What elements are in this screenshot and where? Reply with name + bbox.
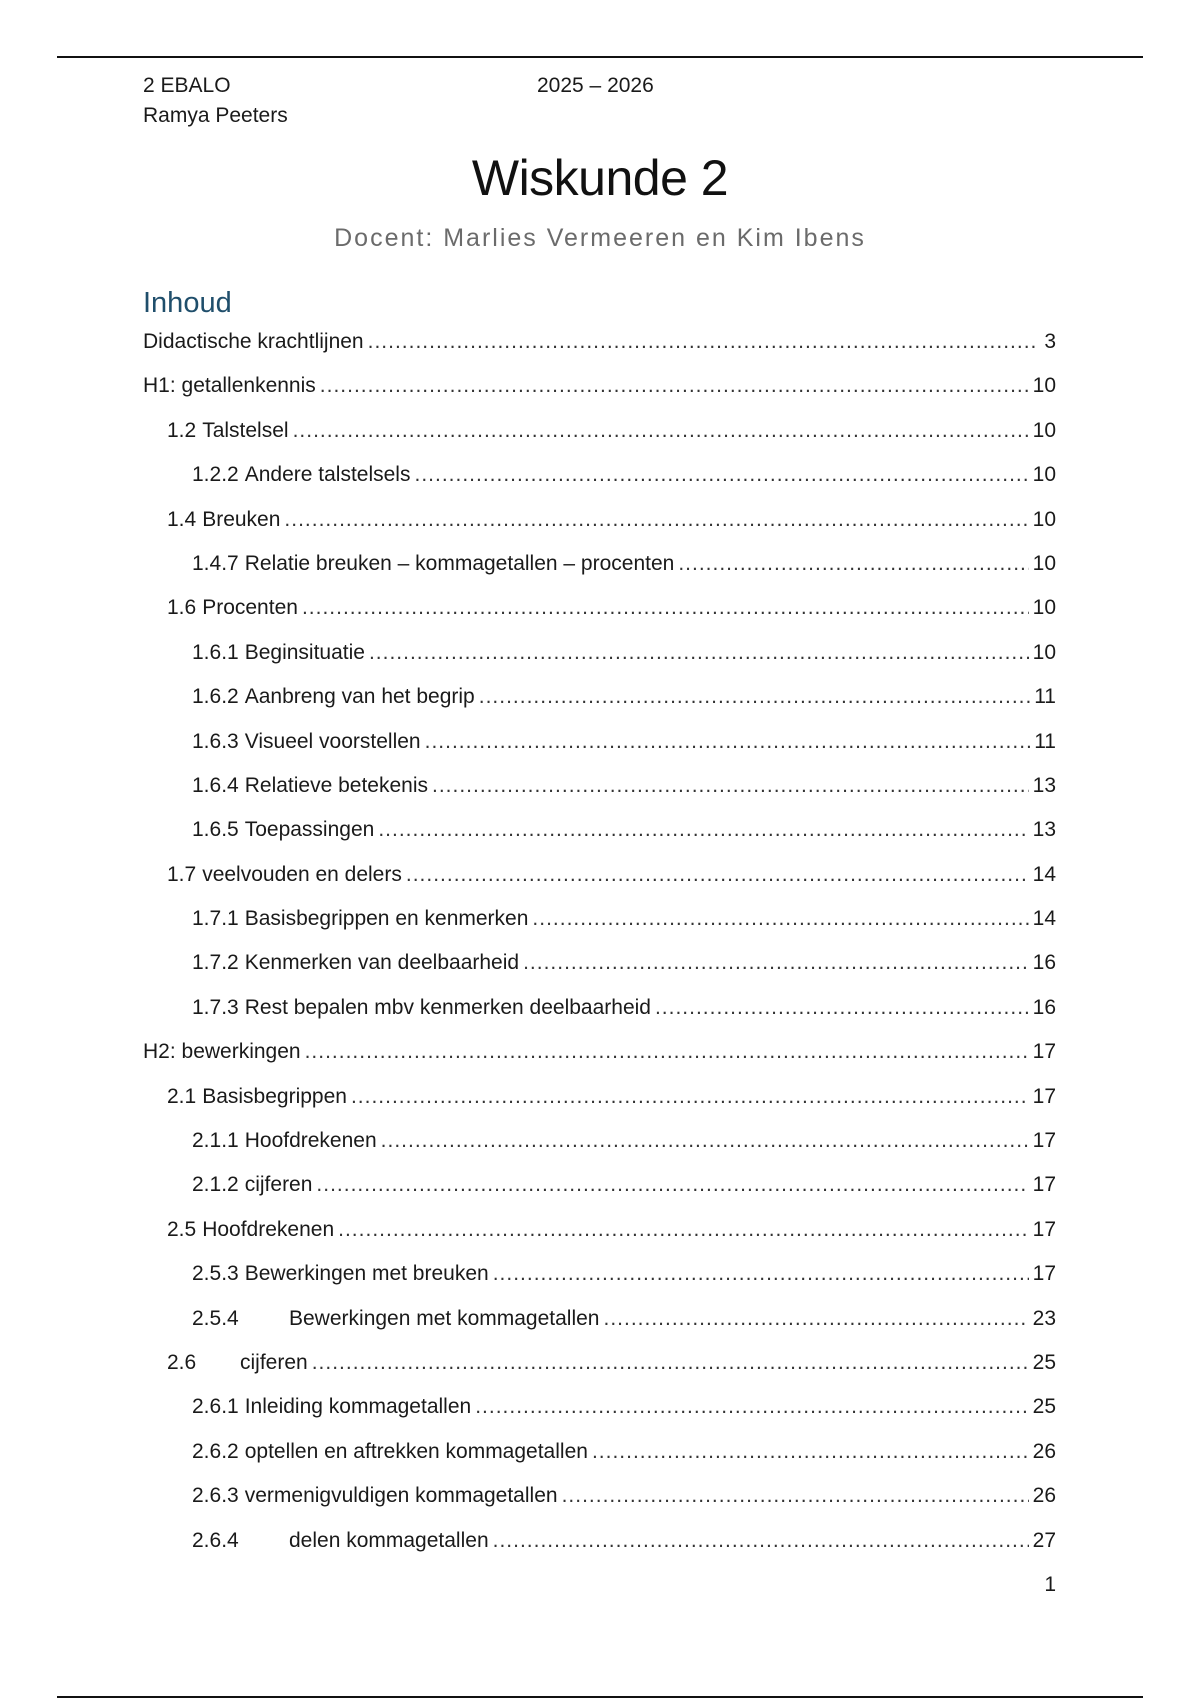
toc-entry-number: 2.1 (167, 1084, 197, 1108)
toc-leader-dots (414, 459, 1028, 491)
toc-leader-dots (369, 637, 1029, 669)
toc-leader-dots (381, 1125, 1029, 1157)
toc-entry-label: Breuken (202, 507, 281, 531)
toc-entry-number: 2.6.3 (192, 1484, 239, 1508)
toc-entry[interactable] (143, 548, 1056, 592)
toc-entry-number: 2.6.2 (192, 1439, 239, 1463)
toc-entry-label: vermenigvuldigen kommagetallen (244, 1484, 558, 1508)
toc-leader-dots (368, 326, 1038, 358)
toc-entry-number: 1.4 (167, 507, 197, 531)
toc-entry-number: 1.2.2 (192, 463, 239, 487)
toc-entry-label: Basisbegrippen (202, 1084, 347, 1108)
toc-leader-dots (493, 1525, 1029, 1557)
toc-entry[interactable] (143, 1480, 1056, 1524)
toc-leader-dots (351, 1081, 1029, 1113)
toc-entry-page: 26 (1032, 1484, 1056, 1508)
toc-leader-dots (532, 903, 1028, 935)
toc-entry[interactable] (143, 1036, 1056, 1080)
toc-entry[interactable] (143, 947, 1056, 991)
toc-entry-page: 3 (1044, 330, 1056, 353)
toc-entry-label: Bewerkingen met kommagetallen (289, 1306, 600, 1330)
toc-entry-page: 25 (1032, 1350, 1056, 1374)
toc-entry-label: optellen en aftrekken kommagetallen (244, 1439, 588, 1463)
toc-entry[interactable] (143, 814, 1056, 858)
toc-entry[interactable] (143, 1303, 1056, 1347)
toc-leader-dots (475, 1391, 1028, 1423)
toc-entry-number: 1.7.1 (192, 907, 239, 931)
toc-leader-dots (493, 1258, 1029, 1290)
toc-entry-number: 1.6.4 (192, 773, 239, 797)
toc-leader-dots (425, 726, 1031, 758)
toc-entry[interactable] (143, 859, 1056, 903)
toc-entry-label: Bewerkingen met breuken (244, 1262, 489, 1286)
toc-entry[interactable] (143, 681, 1056, 725)
header-rule (57, 56, 1143, 58)
toc-heading: Inhoud (143, 287, 232, 319)
toc-entry-page: 16 (1032, 951, 1056, 975)
toc-entry-label: cijferen (244, 1173, 313, 1197)
toc-entry-label: Inleiding kommagetallen (244, 1395, 472, 1419)
toc-entry-number: 1.4.7 (192, 551, 239, 575)
toc-entry[interactable] (143, 1081, 1056, 1125)
toc-entry-page: 14 (1032, 907, 1056, 931)
toc-entry-number: 1.6.3 (192, 729, 239, 753)
toc-entry-page: 17 (1032, 1084, 1056, 1108)
toc-leader-dots (316, 1169, 1028, 1201)
toc-entry-page: 17 (1032, 1129, 1056, 1153)
toc-entry-label: Kenmerken van deelbaarheid (244, 951, 520, 975)
document-subtitle: Docent: Marlies Vermeeren en Kim Ibens (334, 224, 866, 252)
toc-entry-number: 1.6.2 (192, 685, 239, 709)
toc-leader-dots (562, 1480, 1029, 1512)
toc-entry-page: 17 (1032, 1262, 1056, 1286)
toc-entry[interactable] (143, 903, 1056, 947)
toc-entry-number: 1.7.2 (192, 951, 239, 975)
toc-leader-dots (302, 592, 1029, 624)
toc-entry-page: 13 (1032, 818, 1056, 842)
toc-entry[interactable] (143, 637, 1056, 681)
toc-entry-label: Didactische krachtlijnen (143, 330, 364, 353)
toc-entry-label: Talstelsel (202, 418, 289, 442)
toc-entry-page: 25 (1032, 1395, 1056, 1419)
toc-entry-page: 10 (1032, 596, 1056, 620)
toc-entry-page: 16 (1032, 995, 1056, 1019)
toc-entry[interactable] (143, 1525, 1056, 1569)
student-name: Ramya Peeters (143, 104, 288, 127)
toc-entry-label: Basisbegrippen en kenmerken (244, 907, 529, 931)
toc-entry-label: Hoofdrekenen (244, 1129, 377, 1153)
toc-entry[interactable] (143, 1169, 1056, 1213)
toc-entry-label: H1: getallenkennis (143, 374, 316, 398)
table-of-contents (143, 326, 1056, 1569)
toc-entry-number: 2.6 (167, 1350, 197, 1374)
toc-entry[interactable] (143, 592, 1056, 636)
toc-entry[interactable] (143, 370, 1056, 414)
toc-entry-label: Toepassingen (244, 818, 375, 842)
toc-entry-number: 2.5 (167, 1217, 197, 1241)
toc-entry-page: 10 (1032, 463, 1056, 487)
toc-entry[interactable] (143, 1258, 1056, 1302)
toc-entry-label: Andere talstelsels (244, 463, 411, 487)
toc-entry[interactable] (143, 1391, 1056, 1435)
toc-leader-dots (479, 681, 1030, 713)
toc-entry-number: 1.7 (167, 862, 197, 886)
toc-leader-dots (305, 1036, 1029, 1068)
toc-entry[interactable] (143, 992, 1056, 1036)
toc-leader-dots (312, 1347, 1029, 1379)
toc-entry-page: 10 (1032, 507, 1056, 531)
toc-entry-page: 27 (1032, 1528, 1056, 1552)
toc-entry-page: 10 (1032, 418, 1056, 442)
toc-leader-dots (406, 859, 1029, 891)
toc-entry-page: 17 (1032, 1217, 1056, 1241)
toc-entry-page: 11 (1034, 729, 1056, 753)
toc-entry[interactable] (143, 1125, 1056, 1169)
toc-entry-label: Hoofdrekenen (202, 1217, 335, 1241)
toc-entry-number: 1.7.3 (192, 995, 239, 1019)
toc-entry[interactable] (143, 326, 1056, 370)
toc-leader-dots (284, 504, 1028, 536)
footer-rule (57, 1696, 1143, 1698)
course-code: 2 EBALO (143, 74, 231, 97)
toc-entry-page: 10 (1032, 551, 1056, 575)
toc-entry-number: 2.1.1 (192, 1129, 239, 1153)
toc-entry-page: 17 (1032, 1040, 1056, 1064)
toc-leader-dots (432, 770, 1029, 802)
toc-entry-number: 2.6.4 (192, 1528, 239, 1552)
toc-entry-label: Relatie breuken – kommagetallen – procenten (244, 551, 675, 575)
toc-entry-page: 10 (1032, 374, 1056, 398)
toc-leader-dots (604, 1303, 1029, 1335)
toc-entry-number: 2.5.4 (192, 1306, 239, 1330)
toc-entry-number: 2.1.2 (192, 1173, 239, 1197)
toc-entry[interactable] (143, 1214, 1056, 1258)
toc-leader-dots (320, 370, 1029, 402)
document-title: Wiskunde 2 (471, 150, 729, 206)
toc-entry[interactable] (143, 415, 1056, 459)
toc-entry-number: 2.5.3 (192, 1262, 239, 1286)
toc-leader-dots (293, 415, 1029, 447)
toc-entry-page: 14 (1032, 862, 1056, 886)
toc-leader-dots (378, 814, 1028, 846)
toc-entry-page: 11 (1034, 685, 1056, 709)
toc-entry-label: Beginsituatie (244, 640, 365, 664)
toc-leader-dots (655, 992, 1029, 1024)
toc-entry[interactable] (143, 726, 1056, 770)
page-number: 1 (1044, 1573, 1056, 1596)
toc-leader-dots (523, 947, 1029, 979)
toc-entry-label: delen kommagetallen (289, 1528, 489, 1552)
toc-entry-page: 10 (1032, 640, 1056, 664)
toc-entry-label: cijferen (240, 1350, 308, 1374)
toc-entry-label: H2: bewerkingen (143, 1040, 301, 1064)
toc-entry[interactable] (143, 504, 1056, 548)
toc-entry-page: 13 (1032, 773, 1056, 797)
toc-entry-page: 17 (1032, 1173, 1056, 1197)
toc-entry[interactable] (143, 770, 1056, 814)
toc-entry-page: 26 (1032, 1439, 1056, 1463)
toc-entry-number: 1.2 (167, 418, 197, 442)
toc-entry-number: 1.6 (167, 596, 197, 620)
toc-leader-dots (592, 1436, 1029, 1468)
toc-entry-number: 1.6.1 (192, 640, 239, 664)
toc-entry[interactable] (143, 1436, 1056, 1480)
toc-entry-label: Visueel voorstellen (244, 729, 421, 753)
toc-entry-number: 1.6.5 (192, 818, 239, 842)
toc-leader-dots (338, 1214, 1029, 1246)
toc-entry[interactable] (143, 459, 1056, 503)
toc-entry-label: Procenten (202, 596, 298, 620)
toc-entry[interactable] (143, 1347, 1056, 1391)
toc-entry-number: 2.6.1 (192, 1395, 239, 1419)
toc-leader-dots (678, 548, 1028, 580)
toc-entry-page: 23 (1032, 1306, 1056, 1330)
toc-entry-label: Relatieve betekenis (244, 773, 428, 797)
academic-year: 2025 – 2026 (537, 74, 654, 97)
toc-entry-label: Aanbreng van het begrip (244, 685, 475, 709)
toc-entry-label: veelvouden en delers (202, 862, 402, 886)
toc-entry-label: Rest bepalen mbv kenmerken deelbaarheid (244, 995, 651, 1019)
